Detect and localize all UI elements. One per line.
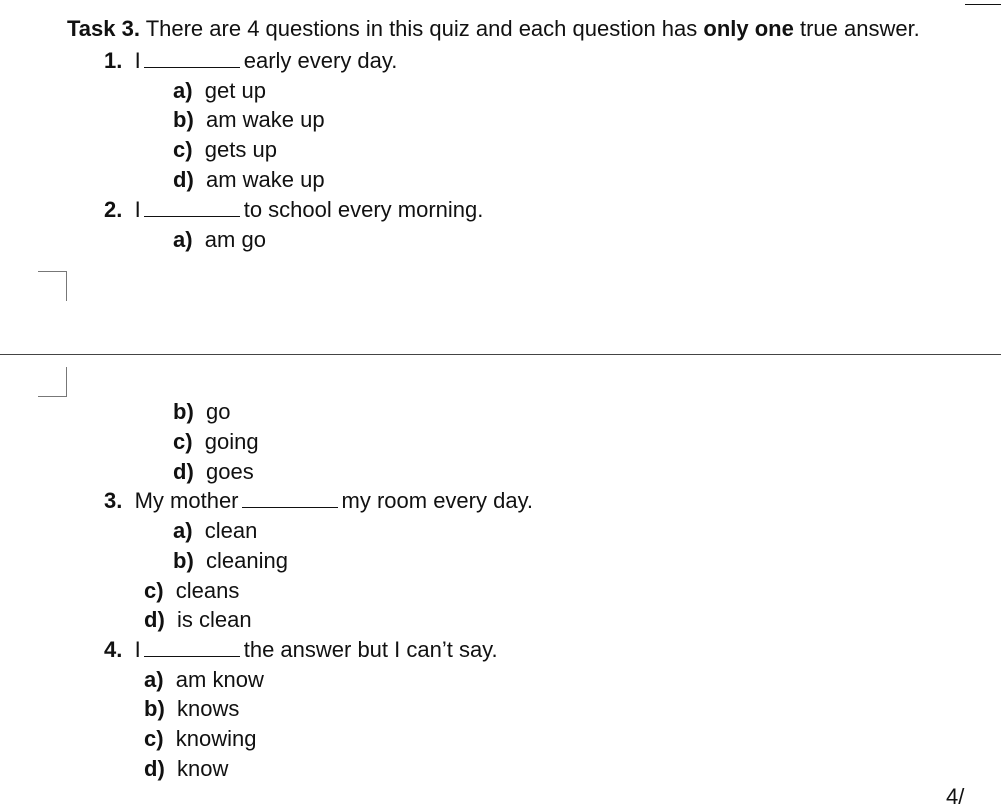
option-text: goes: [206, 459, 254, 484]
option-text: know: [177, 756, 229, 781]
option-4a: [144, 669, 264, 691]
option-2d: [173, 461, 254, 483]
task-instructions: [67, 18, 920, 40]
question-4: [104, 639, 498, 661]
option-letter: c): [173, 137, 193, 162]
option-1b: [173, 109, 325, 131]
option-1a: [173, 80, 266, 102]
task-intro-after: true answer.: [793, 16, 920, 41]
option-text: am go: [204, 227, 266, 252]
option-letter: a): [173, 78, 193, 103]
option-letter: a): [173, 227, 193, 252]
crop-mark-top: [38, 271, 67, 301]
option-letter: c): [173, 429, 193, 454]
option-4d: [144, 758, 228, 780]
question-stem-before: My mother: [134, 488, 239, 513]
task-label: Task 3.: [67, 16, 140, 41]
option-letter: b): [173, 107, 194, 132]
option-letter: c): [144, 578, 164, 603]
option-1c: [173, 139, 277, 161]
option-1d: [173, 169, 325, 191]
page-number-underline: [965, 0, 1001, 5]
option-text: going: [204, 429, 259, 454]
question-number: 4.: [104, 637, 123, 662]
answer-blank: [144, 199, 240, 217]
question-stem-after: the answer but I can’t say.: [243, 637, 498, 662]
option-letter: a): [173, 518, 193, 543]
option-letter: a): [144, 667, 164, 692]
crop-mark-bottom: [38, 367, 67, 397]
option-text: gets up: [204, 137, 277, 162]
option-letter: b): [173, 548, 194, 573]
page-break-line: [0, 354, 1001, 355]
option-letter: d): [173, 167, 194, 192]
option-text: knowing: [175, 726, 257, 751]
question-2: [104, 199, 483, 221]
option-3d: [144, 609, 252, 631]
option-3a: [173, 520, 257, 542]
option-2a: [173, 229, 266, 251]
answer-blank: [144, 50, 240, 68]
option-letter: d): [144, 607, 165, 632]
question-number: 3.: [104, 488, 123, 513]
answer-blank: [144, 639, 240, 657]
question-number: 2.: [104, 197, 123, 222]
task-emphasis: only one: [703, 16, 794, 41]
option-text: knows: [177, 696, 240, 721]
option-text: is clean: [177, 607, 252, 632]
option-text: cleaning: [206, 548, 288, 573]
option-2c: [173, 431, 259, 453]
option-letter: d): [173, 459, 194, 484]
option-4b: [144, 698, 239, 720]
option-letter: b): [173, 399, 194, 424]
option-letter: d): [144, 756, 165, 781]
option-text: am know: [175, 667, 264, 692]
option-4c: [144, 728, 257, 750]
option-3b: [173, 550, 288, 572]
question-stem-before: I: [134, 637, 141, 662]
question-1: [104, 50, 397, 72]
question-stem-after: early every day.: [243, 48, 398, 73]
question-number: 1.: [104, 48, 123, 73]
option-3c: [144, 580, 239, 602]
option-letter: c): [144, 726, 164, 751]
option-letter: b): [144, 696, 165, 721]
option-2b: [173, 401, 230, 423]
option-text: cleans: [175, 578, 240, 603]
question-stem-before: I: [134, 48, 141, 73]
question-3: [104, 490, 533, 512]
task-intro-before: There are 4 questions in this quiz and each question has: [139, 16, 704, 41]
page-number: 4/: [946, 784, 965, 809]
option-text: am wake up: [206, 107, 325, 132]
option-text: get up: [204, 78, 266, 103]
option-text: go: [206, 399, 231, 424]
option-text: am wake up: [206, 167, 325, 192]
answer-blank: [242, 490, 338, 508]
question-stem-after: to school every morning.: [243, 197, 484, 222]
question-stem-before: I: [134, 197, 141, 222]
option-text: clean: [204, 518, 258, 543]
question-stem-after: my room every day.: [341, 488, 534, 513]
